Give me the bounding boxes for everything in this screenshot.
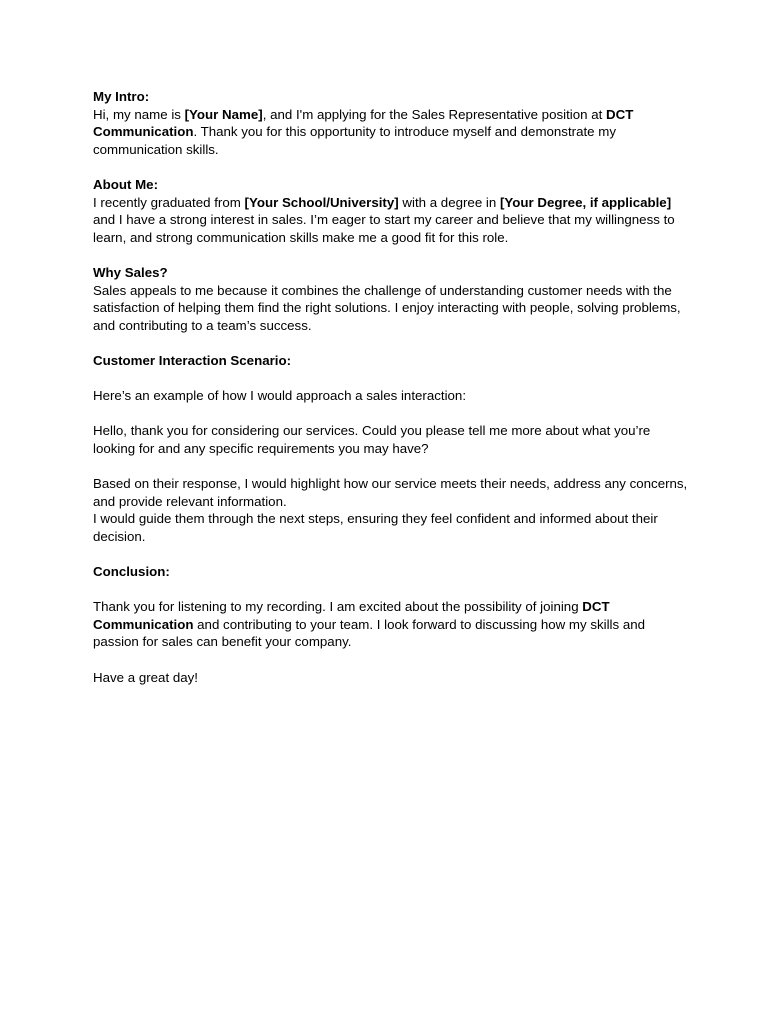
spacer [93,651,688,669]
intro-text-2: , and I'm applying for the Sales Representative position at [262,106,606,122]
spacer [93,158,688,176]
about-heading: About Me: [93,176,158,192]
spacer [93,457,688,475]
conclusion-text-1: Thank you for listening to my recording. I am excited about the possibility of joining [93,599,583,615]
placeholder-degree: [Your Degree, if applicable] [499,194,672,210]
spacer [93,334,688,352]
placeholder-your-name: [Your Name] [184,106,263,122]
spacer [93,581,688,599]
intro-paragraph [93,106,688,159]
about-text-3: and I have a strong interest in sales. I’m eager to start my career and believe that my willingness to learn, and strong communication skills make me a good fit for this role. [93,212,675,245]
closing-line: Have a great day! [93,669,198,685]
scenario-heading: Customer Interaction Scenario: [93,352,292,368]
spacer [93,370,688,388]
company-name: DCT Communication [93,106,634,140]
conclusion-paragraph [93,598,688,651]
why-sales-heading: Why Sales? [93,264,168,280]
scenario-response-2: I would guide them through the next steps, ensuring they feel confident and informed about their decision. [93,511,658,544]
spacer [93,246,688,264]
placeholder-school: [Your School/University] [244,194,399,210]
about-paragraph [93,194,688,247]
scenario-response-1: Based on their response, I would highlight how our service meets their needs, address any concerns, and provide relevant information. [93,476,688,509]
conclusion-heading: Conclusion: [93,564,170,580]
company-name: DCT Communication [93,599,610,632]
spacer [93,545,688,563]
spacer [93,405,688,423]
why-sales-paragraph: Sales appeals to me because it combines the challenge of understanding customer needs with the satisfaction of helping them find the right solutions. I enjoy interacting with people, solving problems, and contributing to a team’s success. [93,282,681,333]
intro-text-3: . Thank you for this opportunity to introduce myself and demonstrate my communication skills. [93,124,616,157]
document-page [93,88,688,686]
scenario-intro: Here’s an example of how I would approach a sales interaction: [93,388,467,404]
intro-text-1: Hi, my name is [93,106,185,122]
conclusion-text-2: and contributing to your team. I look forward to discussing how my skills and passion for sales can benefit your company. [93,616,646,650]
scenario-greeting: Hello, thank you for considering our services. Could you please tell me more about what you’re looking for and any specific requirements you may have? [93,423,651,456]
intro-heading: My Intro: [93,89,150,104]
about-text-2: with a degree in [398,194,500,210]
about-text-1: I recently graduated from [93,194,245,210]
